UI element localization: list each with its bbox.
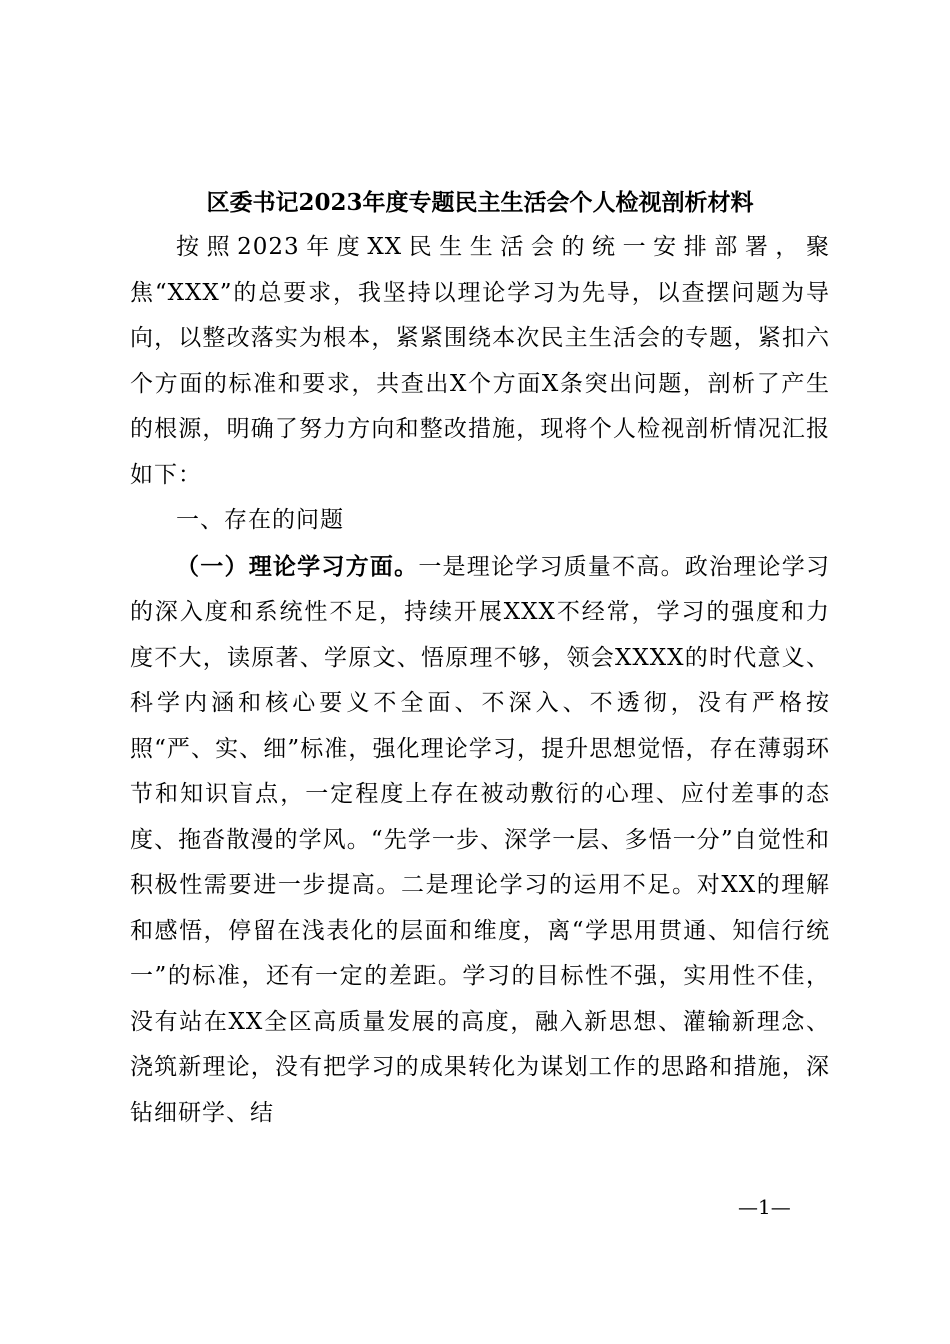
intro-paragraph: 按照2023年度XX民生生活会的统一安排部署，聚焦“XXX”的总要求，我坚持以理论学习为先导，以查摆问题为导向，以整改落实为根本，紧紧围绕本次民主生活会的专题，紧扣六个方面的标准和要求，共查出X个方面X条突出问题，剖析了产生的根源，明确了努力方向和整改措施，现将个人检视剖析情况汇报如下： <box>130 234 830 488</box>
document-body <box>130 225 830 1136</box>
document-title: 区委书记2023年度专题民主生活会个人检视剖析材料 <box>206 189 754 216</box>
subsection-lead: （一）理论学习方面。 <box>176 552 419 580</box>
page-number: —1— <box>738 1195 791 1219</box>
section-paragraph <box>130 544 830 1137</box>
subsection-text: 一是理论学习质量不高。政治理论学习的深入度和系统性不足，持续开展XXX不经常，学习的强度和力度不大，读原著、学原文、悟原理不够，领会XXXX的时代意义、科学内涵和核心要义不全面、不深入、不透彻，没有严格按照“严、实、细”标准，强化理论学习，提升思想觉悟，存在薄弱环节和知识盲点，一定程度上存在被动敷衍的心理、应付差事的态度、拖沓散漫的学风。“先学一步、深学一层、多悟一分”自觉性和积极性需要进一步提高。二是理论学习的运用不足。对XX的理解和感悟，停留在浅表化的层面和维度，离“学思用贯通、知信行统一”的标准，还有一定的差距。学习的目标性不强，实用性不佳，没有站在XX全区高质量发展的高度，融入新思想、灌输新理念、浇筑新理论，没有把学习的成果转化为谋划工作的思路和措施，深钻细研学、结 <box>130 553 831 1126</box>
section-heading: 一、存在的问题 <box>176 507 344 533</box>
